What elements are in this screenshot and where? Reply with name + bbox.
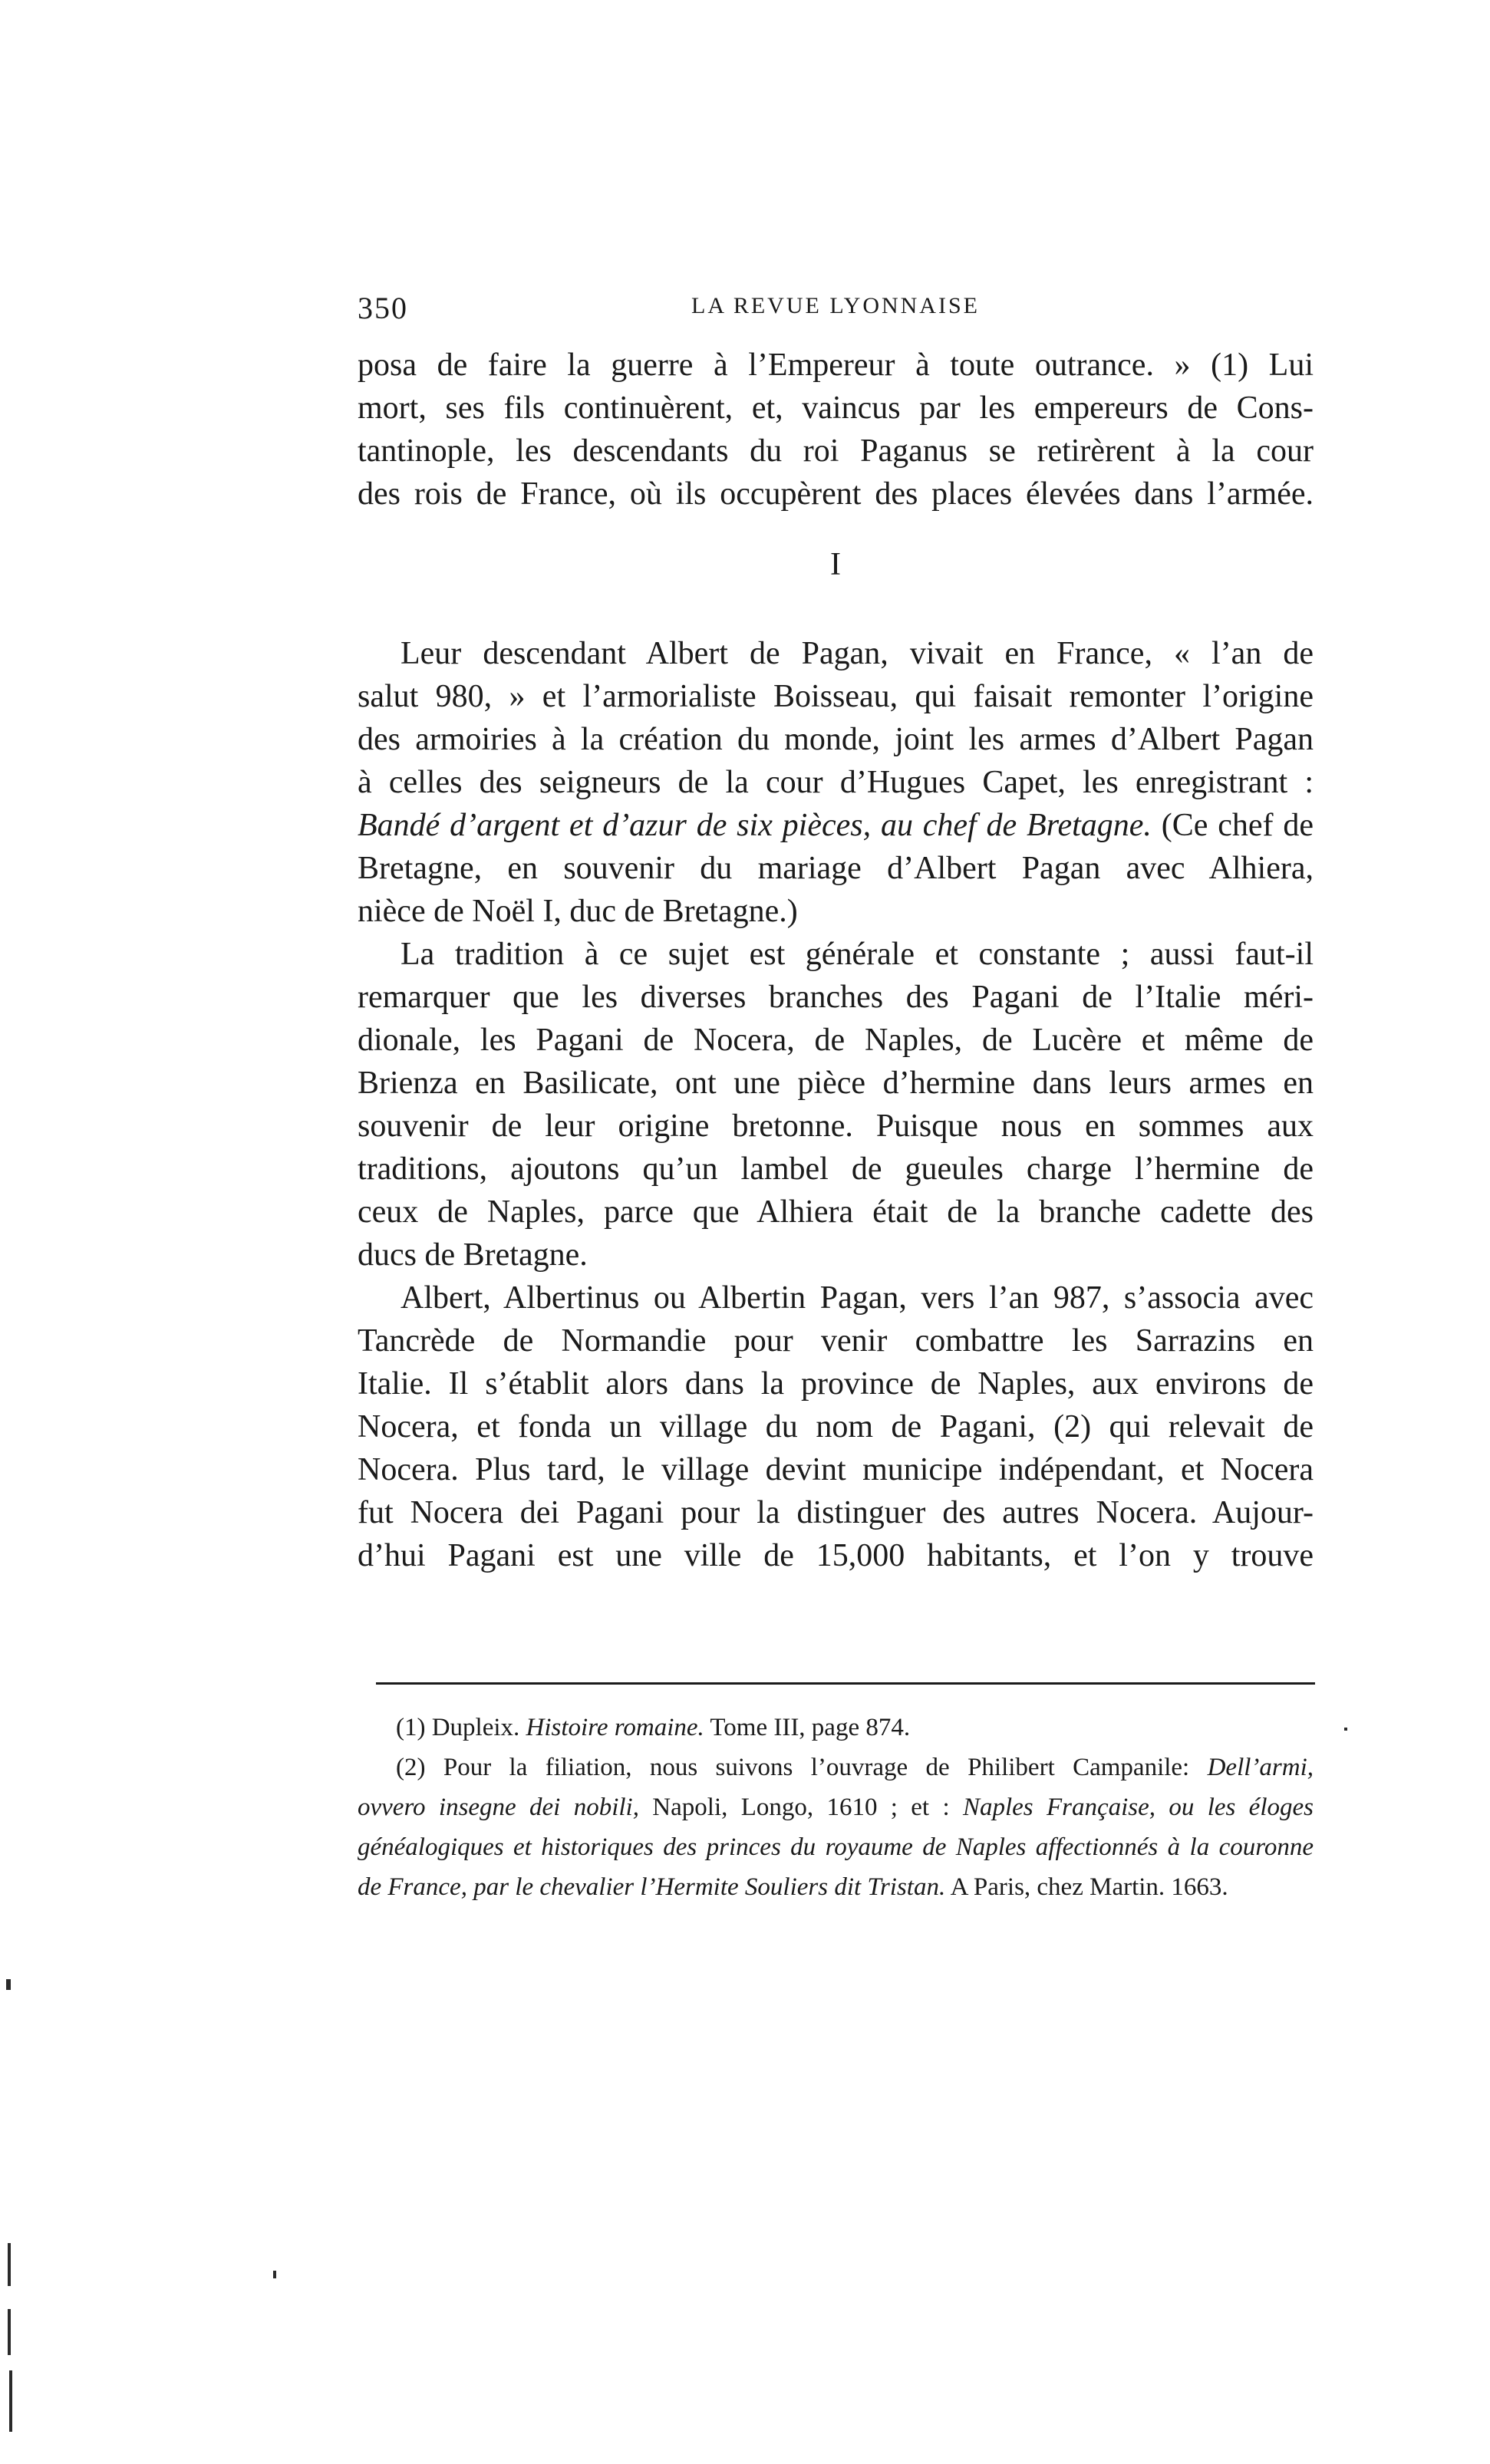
- text-line: Nocera, et fonda un village du nom de Pagani, (2) qui relevait de: [358, 1409, 1314, 1444]
- text-line: salut 980, » et l’armorialiste Boisseau, qui faisait remonter l’origine: [358, 679, 1314, 714]
- text-line: posa de faire la guerre à l’Empereur à toute outrance. » (1) Lui: [358, 348, 1314, 383]
- page-number: 350: [358, 291, 408, 325]
- text-line: ceux de Naples, parce que Alhiera était de la branche cadette des: [358, 1194, 1314, 1230]
- footnote-1: [358, 1708, 1314, 1748]
- footnote-2-line: [358, 1787, 1314, 1827]
- text-fragment: (1) Dupleix.: [396, 1714, 526, 1741]
- text-line: mort, ses fils continuèrent, et, vaincus par les empereurs de Cons-: [358, 390, 1314, 426]
- text-line: d’hui Pagani est une ville de 15,000 habitants, et l’on y trouve: [358, 1538, 1314, 1573]
- footnote-rule: [376, 1682, 1315, 1685]
- text-fragment: Dell’armi,: [1207, 1754, 1314, 1781]
- text-fragment: Napoli, Longo, 1610 ; et :: [638, 1794, 963, 1821]
- text-line: souvenir de leur origine bretonne. Puisque nous en sommes aux: [358, 1108, 1314, 1144]
- text-line: Tancrède de Normandie pour venir combattre les Sarrazins en: [358, 1323, 1314, 1359]
- footnote-2-line: [358, 1867, 1314, 1907]
- text-fragment: Tome III, page 874.: [704, 1714, 911, 1741]
- text-line: ducs de Bretagne.: [358, 1237, 588, 1273]
- scan-speck: [6, 1979, 11, 1990]
- text-line: tantinople, les descendants du roi Paganus se retirèrent à la cour: [358, 433, 1314, 469]
- text-line: Nocera. Plus tard, le village devint municipe indépendant, et Nocera: [358, 1452, 1314, 1487]
- text-line: Brienza en Basilicate, ont une pièce d’hermine dans leurs armes en: [358, 1066, 1314, 1101]
- text-line: des armoiries à la création du monde, joint les armes d’Albert Pagan: [358, 722, 1314, 757]
- text-fragment: Naples Française, ou les éloges: [962, 1794, 1314, 1821]
- text-line: Italie. Il s’établit alors dans la province de Naples, aux environs de: [358, 1366, 1314, 1402]
- footnote-2-line: [358, 1748, 1314, 1787]
- page-header: [358, 290, 1314, 333]
- text-line: fut Nocera dei Pagani pour la distinguer des autres Nocera. Aujour-: [358, 1495, 1314, 1530]
- scan-speck: [8, 2243, 11, 2286]
- text-fragment: de France, par le chevalier l’Hermite Souliers dit Tristan.: [358, 1873, 946, 1901]
- section-heading: I: [830, 547, 841, 582]
- blazon-italic: Bandé d’argent et d’azur de six pièces, au chef de Bretagne.: [358, 808, 1152, 843]
- footnotes: [358, 1708, 1314, 1907]
- running-title: LA REVUE LYONNAISE: [691, 293, 980, 318]
- text-fragment: ovvero insegne dei nobili,: [358, 1794, 639, 1821]
- text-line: remarquer que les diverses branches des Pagani de l’Italie méri-: [358, 980, 1314, 1015]
- text-line: Albert, Albertinus ou Albertin Pagan, vers l’an 987, s’associa avec: [401, 1280, 1314, 1316]
- text-line: nièce de Noël I, duc de Bretagne.): [358, 894, 798, 929]
- text-line: [358, 804, 1314, 847]
- text-fragment: (Ce chef de: [1151, 808, 1314, 843]
- body-text: [358, 344, 1314, 1577]
- text-line: La tradition à ce sujet est générale et constante ; aussi faut-il: [401, 937, 1314, 972]
- text-line: Bretagne, en souvenir du mariage d’Albert Pagan avec Alhiera,: [358, 851, 1314, 886]
- text-fragment: Histoire romaine.: [526, 1714, 704, 1741]
- text-line: des rois de France, où ils occupèrent des places élevées dans l’armée.: [358, 476, 1314, 512]
- text-line: traditions, ajoutons qu’un lambel de gueules charge l’hermine de: [358, 1151, 1314, 1187]
- scan-speck: [9, 2370, 12, 2432]
- text-line: à celles des seigneurs de la cour d’Hugues Capet, les enregistrant :: [358, 765, 1314, 800]
- text-line: dionale, les Pagani de Nocera, de Naples, de Lucère et même de: [358, 1023, 1314, 1058]
- scan-speck: [1344, 1728, 1347, 1731]
- footnote-2-line: [358, 1827, 1314, 1867]
- text-line: Leur descendant Albert de Pagan, vivait en France, « l’an de: [401, 636, 1314, 671]
- text-fragment: (2) Pour la filiation, nous suivons l’ouvrage de Philibert Campanile:: [396, 1754, 1208, 1781]
- text-fragment: A Paris, chez Martin. 1663.: [945, 1873, 1228, 1901]
- text-fragment: généalogiques et historiques des princes du royaume de Naples affectionnés à la couronne: [358, 1833, 1314, 1861]
- scan-speck: [8, 2309, 11, 2355]
- scan-speck: [273, 2271, 276, 2278]
